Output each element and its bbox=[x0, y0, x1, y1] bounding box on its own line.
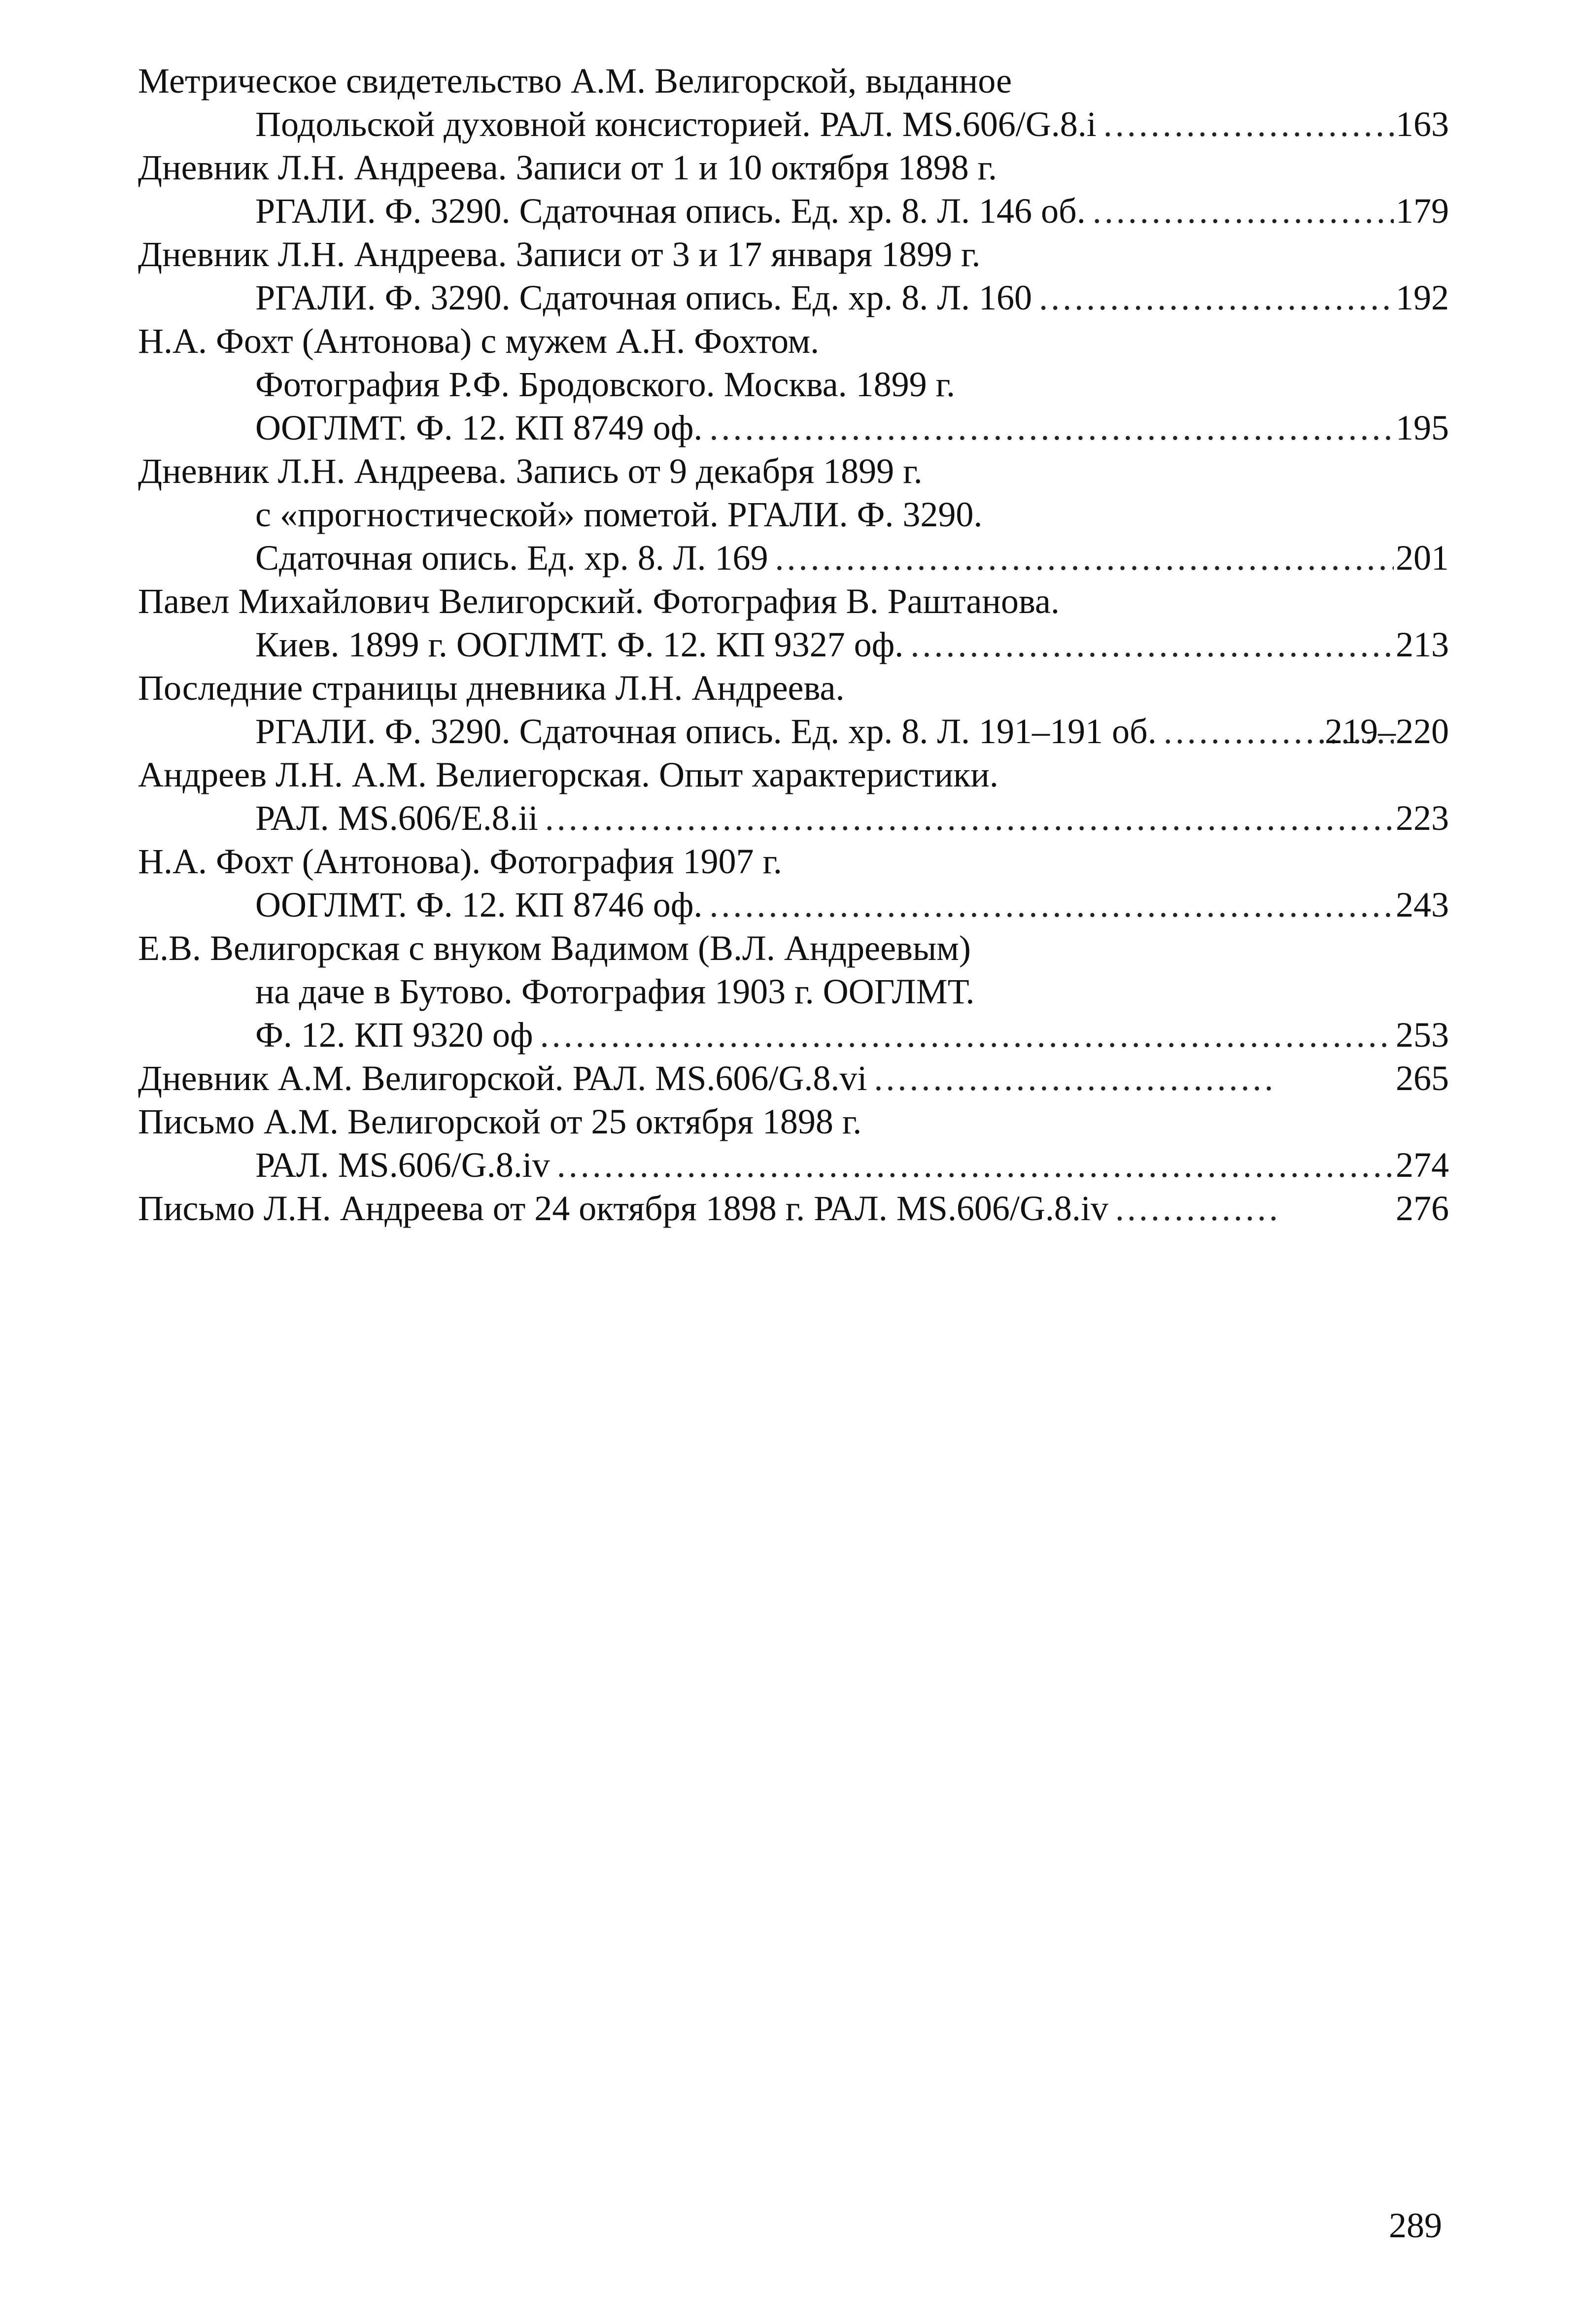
entry-leader-area bbox=[138, 1187, 1281, 1230]
entry-leader-area bbox=[255, 883, 1399, 926]
entry-text: РАЛ. MS.606/E.8.ii bbox=[255, 798, 538, 838]
entry-leader-area bbox=[255, 796, 1399, 840]
list-item bbox=[138, 146, 1449, 233]
list-item bbox=[138, 233, 1449, 319]
entry-page-number: 195 bbox=[1396, 408, 1449, 447]
entry-page-number: 213 bbox=[1396, 625, 1449, 664]
list-item bbox=[138, 449, 1449, 580]
list-item bbox=[138, 840, 1449, 926]
dot-leader bbox=[709, 883, 1394, 926]
entry-text: Письмо Л.Н. Андреева от 24 октября 1898 г. РАЛ. MS.606/G.8.iv bbox=[138, 1189, 1108, 1228]
entry-title-line bbox=[138, 580, 1449, 623]
entry-page-number: 223 bbox=[1396, 798, 1449, 838]
entry-text: РГАЛИ. Ф. 3290. Сдаточная опись. Ед. хр. 8. Л. 191–191 об. bbox=[255, 712, 1157, 751]
entry-text: Ф. 12. КП 9320 оф bbox=[255, 1015, 533, 1055]
dot-leader bbox=[545, 796, 1394, 840]
dot-leader bbox=[540, 1013, 1394, 1057]
entry-leader-area bbox=[255, 406, 1399, 449]
entry-text: Дневник А.М. Велигорской. РАЛ. MS.606/G.8.vi bbox=[138, 1059, 867, 1098]
entry-text: Павел Михайлович Велигорский. Фотография В. Раштанова. bbox=[138, 581, 1060, 621]
entry-text: Подольской духовной консисторией. РАЛ. MS.606/G.8.i bbox=[255, 104, 1097, 144]
entry-continuation-line bbox=[138, 710, 1449, 753]
entry-page-number: 163 bbox=[1396, 104, 1449, 144]
entry-title-line bbox=[138, 233, 1449, 276]
entry-page-number: 179 bbox=[1396, 191, 1449, 231]
list-item bbox=[138, 1100, 1449, 1187]
entry-text: РАЛ. MS.606/G.8.iv bbox=[255, 1145, 550, 1185]
entry-text: Дневник Л.Н. Андреева. Записи от 1 и 10 октября 1898 г. bbox=[138, 148, 998, 187]
entry-title-line bbox=[138, 840, 1449, 883]
entry-text: ООГЛМТ. Ф. 12. КП 8749 оф. bbox=[255, 408, 703, 447]
entry-continuation-line bbox=[138, 970, 1449, 1013]
entry-continuation-line bbox=[138, 623, 1449, 666]
entry-title-line bbox=[138, 449, 1449, 493]
entry-continuation-line bbox=[138, 796, 1449, 840]
list-item bbox=[138, 319, 1449, 449]
entry-title-line bbox=[138, 319, 1449, 363]
entry-leader-area bbox=[255, 189, 1399, 233]
entry-page-number: 276 bbox=[1396, 1189, 1449, 1228]
entry-leader-area bbox=[255, 536, 1399, 580]
entry-continuation-line bbox=[138, 493, 1449, 536]
entry-title-line bbox=[138, 1057, 1449, 1100]
entry-continuation-line bbox=[138, 1013, 1449, 1057]
list-item bbox=[138, 1057, 1449, 1100]
entry-text: Письмо А.М. Велигорской от 25 октября 1898 г. bbox=[138, 1102, 862, 1141]
entry-leader-area bbox=[255, 276, 1399, 319]
entry-text: Дневник Л.Н. Андреева. Записи от 3 и 17 января 1899 г. bbox=[138, 235, 981, 274]
entry-text: Дневник Л.Н. Андреева. Запись от 9 декабря 1899 г. bbox=[138, 451, 923, 491]
entry-continuation-line bbox=[138, 189, 1449, 233]
entry-title-line bbox=[138, 926, 1449, 970]
entry-text: РГАЛИ. Ф. 3290. Сдаточная опись. Ед. хр. 8. Л. 146 об. bbox=[255, 191, 1086, 231]
entry-text: ООГЛМТ. Ф. 12. КП 8746 оф. bbox=[255, 885, 703, 924]
entry-text: РГАЛИ. Ф. 3290. Сдаточная опись. Ед. хр. 8. Л. 160 bbox=[255, 278, 1033, 317]
entry-continuation-line bbox=[138, 536, 1449, 580]
entry-title-line bbox=[138, 666, 1449, 710]
entry-text: на даче в Бутово. Фотография 1903 г. ООГЛМТ. bbox=[255, 972, 975, 1011]
entry-page-number: 192 bbox=[1396, 278, 1449, 317]
entry-page-number: 219–220 bbox=[1325, 712, 1449, 751]
entry-continuation-line bbox=[138, 363, 1449, 406]
dot-leader bbox=[709, 406, 1394, 449]
entry-page-number: 201 bbox=[1396, 538, 1449, 578]
illustrations-list bbox=[138, 59, 1449, 1230]
entry-text: Н.А. Фохт (Антонова). Фотография 1907 г. bbox=[138, 842, 782, 881]
entry-text: Фотография Р.Ф. Бродовского. Москва. 1899 г. bbox=[255, 365, 956, 404]
entry-continuation-line bbox=[138, 406, 1449, 449]
entry-leader-area bbox=[255, 710, 1399, 753]
dot-leader bbox=[1115, 1187, 1276, 1230]
entry-page-number: 253 bbox=[1396, 1015, 1449, 1055]
entry-page-number: 243 bbox=[1396, 885, 1449, 924]
list-item bbox=[138, 1187, 1449, 1230]
entry-continuation-line bbox=[138, 276, 1449, 319]
entry-text: Последние страницы дневника Л.Н. Андреева. bbox=[138, 668, 845, 708]
list-item bbox=[138, 580, 1449, 666]
entry-page-number: 265 bbox=[1396, 1059, 1449, 1098]
entry-title-line bbox=[138, 753, 1449, 796]
entry-text: Метрическое свидетельство А.М. Велигорской, выданное bbox=[138, 61, 1012, 101]
entry-title-line bbox=[138, 1187, 1449, 1230]
entry-leader-area bbox=[255, 103, 1399, 146]
entry-text: Н.А. Фохт (Антонова) с мужем А.Н. Фохтом. bbox=[138, 321, 820, 361]
entry-continuation-line bbox=[138, 103, 1449, 146]
entry-leader-area bbox=[255, 623, 1399, 666]
entry-page-number: 274 bbox=[1396, 1145, 1449, 1185]
list-item bbox=[138, 59, 1449, 146]
entry-leader-area bbox=[255, 1013, 1399, 1057]
entry-title-line bbox=[138, 146, 1449, 189]
list-item bbox=[138, 666, 1449, 753]
list-item bbox=[138, 926, 1449, 1057]
entry-leader-area bbox=[255, 1143, 1399, 1187]
entry-text: Киев. 1899 г. ООГЛМТ. Ф. 12. КП 9327 оф. bbox=[255, 625, 904, 664]
entry-text: с «прогностической» пометой. РГАЛИ. Ф. 3290. bbox=[255, 495, 983, 534]
list-item bbox=[138, 753, 1449, 840]
entry-title-line bbox=[138, 59, 1449, 103]
dot-leader bbox=[557, 1143, 1394, 1187]
dot-leader bbox=[874, 1057, 1276, 1100]
entry-continuation-line bbox=[138, 883, 1449, 926]
entry-text: Е.В. Велигорская с внуком Вадимом (В.Л. Андреевым) bbox=[138, 928, 971, 968]
entry-leader-area bbox=[138, 1057, 1281, 1100]
page-number: 289 bbox=[1389, 2206, 1442, 2245]
entry-continuation-line bbox=[138, 1143, 1449, 1187]
entry-title-line bbox=[138, 1100, 1449, 1143]
entry-text: Сдаточная опись. Ед. хр. 8. Л. 169 bbox=[255, 538, 768, 578]
entry-text: Андреев Л.Н. А.М. Велиегорская. Опыт характеристики. bbox=[138, 755, 999, 794]
